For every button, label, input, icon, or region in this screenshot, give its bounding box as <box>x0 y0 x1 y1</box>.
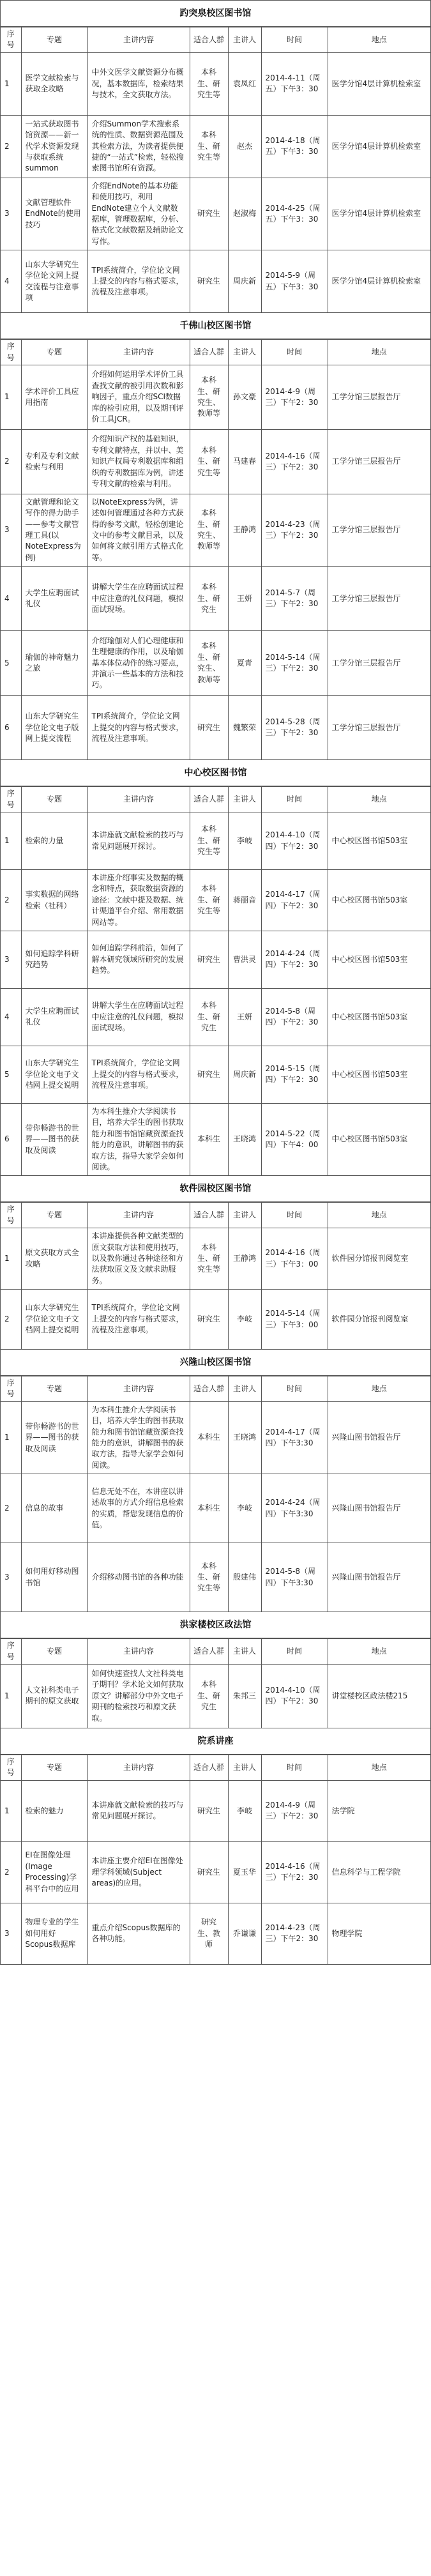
cell-content: 介绍瑜伽对人们心理健康和生理健康的作用，以及瑜伽基本体位动作的练习要点，并演示一些基本的方法和技巧。 <box>87 631 190 696</box>
table-row <box>1 1401 430 1474</box>
cell-place: 物理学院 <box>328 1903 430 1964</box>
cell-speaker: 蒋丽音 <box>228 870 261 931</box>
cell-time: 2014-4-17（周四）下午2：30 <box>261 870 328 931</box>
column-header-place: 地点 <box>328 1639 430 1665</box>
cell-speaker: 曹洪灵 <box>228 931 261 988</box>
table-row <box>1 1474 430 1543</box>
column-header-audience: 适合人群 <box>190 27 228 53</box>
cell-topic: 山东大学研究生学位论文电子文档网上提交说明 <box>21 1290 87 1350</box>
cell-content: TPI系统简介，学位论文网上提交的内容与格式要求，流程及注意事项。 <box>87 250 190 313</box>
column-header-place: 地点 <box>328 1376 430 1402</box>
column-header-time: 时间 <box>261 1376 328 1402</box>
cell-speaker: 李岐 <box>228 1290 261 1350</box>
table-header-row <box>1 340 430 365</box>
column-header-content: 主讲内容 <box>87 1203 190 1228</box>
lecture-table <box>1 1638 430 1728</box>
cell-time: 2014-4-23（周三）下午2：30 <box>261 1903 328 1964</box>
campus-section <box>1 1350 430 1612</box>
cell-content: 如何追踪学科前沿，如何了解本研究领域所研究的发展趋势。 <box>87 931 190 988</box>
cell-speaker: 王静鸿 <box>228 494 261 566</box>
cell-content: 本讲座提供各种文献类型的原文获取方法和使用技巧，以及教你通过各种途径和方法获取原文及文献求助服务。 <box>87 1228 190 1290</box>
cell-topic: 检索的力量 <box>21 812 87 870</box>
cell-speaker: 王妍 <box>228 567 261 631</box>
cell-content: 本讲座就文献检索的技巧与常见问题展开探讨。 <box>87 1780 190 1841</box>
cell-place: 法学院 <box>328 1780 430 1841</box>
cell-audience: 本科生、研究生 <box>190 988 228 1046</box>
cell-time: 2014-4-9（周三）下午2：30 <box>261 365 328 429</box>
campus-section <box>1 1176 430 1350</box>
cell-content: 本讲座介绍事实及数据的概念和特点，获取数据资源的途径：文献中提及数据、统计渠道平台介绍、常用数据网站等。 <box>87 870 190 931</box>
cell-seq-no: 1 <box>1 1401 21 1474</box>
cell-speaker: 李岐 <box>228 1474 261 1543</box>
cell-speaker: 孙文豪 <box>228 365 261 429</box>
table-row <box>1 1543 430 1612</box>
campus-section <box>1 1728 430 1965</box>
column-header-topic: 专题 <box>21 1376 87 1402</box>
cell-seq-no: 3 <box>1 1903 21 1964</box>
cell-content: 重点介绍Scopus数据库的各种功能。 <box>87 1903 190 1964</box>
column-header-audience: 适合人群 <box>190 1755 228 1780</box>
cell-place: 工学分馆三层报告厅 <box>328 567 430 631</box>
column-header-place: 地点 <box>328 787 430 812</box>
table-row <box>1 52 430 115</box>
cell-content: 信息无处不在，本讲座以讲述故事的方式介绍信息检索的实质，帮您发现信息的价值。 <box>87 1474 190 1543</box>
column-header-topic: 专题 <box>21 340 87 365</box>
cell-place: 中心校区图书馆503室 <box>328 988 430 1046</box>
cell-content: TPI系统简介，学位论文网上提交的内容与格式要求，流程及注意事项。 <box>87 1290 190 1350</box>
table-row <box>1 178 430 250</box>
table-row <box>1 250 430 313</box>
cell-time: 2014-5-7（周三）下午2：30 <box>261 567 328 631</box>
cell-time: 2014-4-11（周五）下午3：30 <box>261 52 328 115</box>
cell-place: 医学分馆4层计算机检索室 <box>328 52 430 115</box>
cell-topic: 山东大学研究生学位论文网上提交流程与注意事项 <box>21 250 87 313</box>
cell-seq-no: 4 <box>1 567 21 631</box>
column-header-content: 主讲内容 <box>87 340 190 365</box>
cell-speaker: 夏玉华 <box>228 1841 261 1903</box>
cell-audience: 本科生、研究生、教师等 <box>190 631 228 696</box>
section-title: 千佛山校区图书馆 <box>1 313 430 339</box>
cell-topic: 山东大学研究生学位论文电子文档网上提交说明 <box>21 1046 87 1103</box>
campus-section <box>1 313 430 760</box>
cell-audience: 研究生 <box>190 178 228 250</box>
cell-speaker: 王静鸿 <box>228 1228 261 1290</box>
cell-place: 中心校区图书馆503室 <box>328 1103 430 1175</box>
section-title: 兴隆山校区图书馆 <box>1 1350 430 1376</box>
cell-seq-no: 1 <box>1 1228 21 1290</box>
cell-time: 2014-5-28（周三）下午2：30 <box>261 696 328 760</box>
column-header-content: 主讲内容 <box>87 1639 190 1665</box>
cell-time: 2014-5-8（周四）下午2：30 <box>261 988 328 1046</box>
cell-topic: 带你畅游书的世界——图书的获取及阅读 <box>21 1103 87 1175</box>
table-header-row <box>1 1639 430 1665</box>
cell-place: 兴隆山图书馆报告厅 <box>328 1401 430 1474</box>
column-header-seq-no: 序号 <box>1 1755 21 1780</box>
column-header-seq-no: 序号 <box>1 787 21 812</box>
section-title: 洪家楼校区政法馆 <box>1 1612 430 1638</box>
cell-content: 介绍移动图书馆的各种功能 <box>87 1543 190 1612</box>
cell-seq-no: 1 <box>1 365 21 429</box>
table-header-row <box>1 27 430 53</box>
column-header-place: 地点 <box>328 340 430 365</box>
column-header-seq-no: 序号 <box>1 340 21 365</box>
cell-topic: 医学文献检索与获取全攻略 <box>21 52 87 115</box>
cell-content: 介绍如何运用学术评价工具查找文献的被引用次数和影响因子，重点介绍SCI数据库的检引应用，以及期刊评价工具JCR。 <box>87 365 190 429</box>
table-row <box>1 1903 430 1964</box>
cell-seq-no: 4 <box>1 250 21 313</box>
cell-place: 工学分馆三层报告厅 <box>328 696 430 760</box>
cell-seq-no: 2 <box>1 115 21 178</box>
cell-topic: 专利及专利文献检索与利用 <box>21 429 87 494</box>
cell-topic: 一站式获取图书馆资源——新一代学术资源发现与获取系统summon <box>21 115 87 178</box>
cell-topic: 学术评价工具应用指南 <box>21 365 87 429</box>
column-header-content: 主讲内容 <box>87 27 190 53</box>
table-row <box>1 696 430 760</box>
column-header-content: 主讲内容 <box>87 1376 190 1402</box>
cell-place: 医学分馆4层计算机检索室 <box>328 250 430 313</box>
column-header-audience: 适合人群 <box>190 1376 228 1402</box>
lecture-table <box>1 27 430 313</box>
cell-topic: 山东大学研究生学位论文电子版网上提交流程 <box>21 696 87 760</box>
column-header-speaker: 主讲人 <box>228 1755 261 1780</box>
cell-place: 兴隆山图书馆报告厅 <box>328 1474 430 1543</box>
cell-place: 兴隆山图书馆报告厅 <box>328 1543 430 1612</box>
lecture-table <box>1 1755 430 1965</box>
cell-speaker: 赵杰 <box>228 115 261 178</box>
cell-audience: 本科生 <box>190 1474 228 1543</box>
cell-content: 介绍Summon学术搜索系统的性质、数据资源范围及其检索方法，为读者提供便捷的“一站式”检索，轻松搜索图书馆所有资源。 <box>87 115 190 178</box>
cell-audience: 本科生、研究生等 <box>190 429 228 494</box>
cell-seq-no: 2 <box>1 1290 21 1350</box>
column-header-audience: 适合人群 <box>190 1639 228 1665</box>
cell-place: 工学分馆三层报告厅 <box>328 429 430 494</box>
cell-seq-no: 1 <box>1 812 21 870</box>
cell-content: 为本科生推介大学阅读书目，培养大学生的图书获取能力和图书馆馆藏资源查找能力的意识，讲解图书的获取方法，指导大家学会如何阅读。 <box>87 1401 190 1474</box>
column-header-speaker: 主讲人 <box>228 1639 261 1665</box>
column-header-speaker: 主讲人 <box>228 27 261 53</box>
cell-place: 中心校区图书馆503室 <box>328 931 430 988</box>
cell-content: 本讲座主要介绍EI在图像处理学科领域(Subject areas)的应用。 <box>87 1841 190 1903</box>
table-row <box>1 115 430 178</box>
cell-audience: 研究生 <box>190 1841 228 1903</box>
column-header-place: 地点 <box>328 27 430 53</box>
cell-seq-no: 1 <box>1 52 21 115</box>
cell-place: 中心校区图书馆503室 <box>328 812 430 870</box>
cell-speaker: 夏青 <box>228 631 261 696</box>
cell-time: 2014-4-24（周四）下午2：30 <box>261 931 328 988</box>
cell-time: 2014-5-22（周四）下午4：00 <box>261 1103 328 1175</box>
column-header-time: 时间 <box>261 1755 328 1780</box>
column-header-seq-no: 序号 <box>1 27 21 53</box>
column-header-time: 时间 <box>261 1203 328 1228</box>
cell-time: 2014-5-14（周三）下午3：00 <box>261 1290 328 1350</box>
table-row <box>1 1046 430 1103</box>
cell-place: 中心校区图书馆503室 <box>328 1046 430 1103</box>
cell-audience: 本科生、研究生等 <box>190 115 228 178</box>
cell-seq-no: 1 <box>1 1664 21 1728</box>
column-header-seq-no: 序号 <box>1 1203 21 1228</box>
cell-place: 工学分馆三层报告厅 <box>328 494 430 566</box>
cell-audience: 研究生 <box>190 931 228 988</box>
section-title: 趵突泉校区图书馆 <box>1 1 430 27</box>
lecture-table <box>1 1376 430 1612</box>
cell-speaker: 李岐 <box>228 812 261 870</box>
cell-audience: 本科生、研究生 <box>190 567 228 631</box>
cell-seq-no: 6 <box>1 696 21 760</box>
lecture-table <box>1 786 430 1176</box>
campus-section <box>1 1612 430 1728</box>
cell-time: 2014-5-15（周四）下午2：30 <box>261 1046 328 1103</box>
section-title: 中心校区图书馆 <box>1 760 430 786</box>
cell-place: 中心校区图书馆503室 <box>328 870 430 931</box>
table-row <box>1 1290 430 1350</box>
cell-content: 介绍知识产权的基础知识，专利文献特点，并以中、美知识产权局专利数据库和组织的专利数据库为例，讲述专利文献的检索与利用。 <box>87 429 190 494</box>
cell-audience: 本科生 <box>190 1103 228 1175</box>
cell-topic: 物理专业的学生如何用好Scopus数据库 <box>21 1903 87 1964</box>
table-row <box>1 365 430 429</box>
cell-speaker: 乔谦谦 <box>228 1903 261 1964</box>
cell-topic: 大学生应聘面试礼仪 <box>21 988 87 1046</box>
column-header-place: 地点 <box>328 1203 430 1228</box>
cell-topic: 带你畅游书的世界——图书的获取及阅读 <box>21 1401 87 1474</box>
campus-section <box>1 1 430 313</box>
cell-place: 软件园分馆报刊阅览室 <box>328 1228 430 1290</box>
cell-audience: 本科生、研究生等 <box>190 1228 228 1290</box>
cell-speaker: 殷建伟 <box>228 1543 261 1612</box>
lecture-table <box>1 339 430 760</box>
cell-audience: 本科生、研究生、教师等 <box>190 365 228 429</box>
cell-content: 讲解大学生在应聘面试过程中应注意的礼仪问题，模拟面试现场。 <box>87 988 190 1046</box>
cell-seq-no: 1 <box>1 1780 21 1841</box>
lecture-table <box>1 1202 430 1350</box>
cell-audience: 研究生、教师 <box>190 1903 228 1964</box>
cell-seq-no: 5 <box>1 1046 21 1103</box>
cell-speaker: 赵淑梅 <box>228 178 261 250</box>
table-row <box>1 631 430 696</box>
cell-topic: 如何追踪学科研究趋势 <box>21 931 87 988</box>
cell-audience: 研究生 <box>190 1290 228 1350</box>
table-header-row <box>1 1203 430 1228</box>
table-row <box>1 429 430 494</box>
cell-time: 2014-5-14（周三）下午2：30 <box>261 631 328 696</box>
cell-time: 2014-4-10（周四）下午2：30 <box>261 812 328 870</box>
cell-speaker: 周庆新 <box>228 1046 261 1103</box>
cell-time: 2014-4-16（周三）下午2：30 <box>261 1841 328 1903</box>
cell-seq-no: 5 <box>1 631 21 696</box>
column-header-time: 时间 <box>261 1639 328 1665</box>
cell-speaker: 魏繁荣 <box>228 696 261 760</box>
cell-audience: 本科生、研究生等 <box>190 52 228 115</box>
cell-content: 中外文医学文献资源分布概况，基本数据库，检索结果与技术，全文获取方法。 <box>87 52 190 115</box>
cell-content: 本讲座就文献检索的技巧与常见问题展开探讨。 <box>87 812 190 870</box>
cell-audience: 本科生 <box>190 1401 228 1474</box>
column-header-topic: 专题 <box>21 27 87 53</box>
cell-topic: 瑜伽的神奇魅力之旅 <box>21 631 87 696</box>
column-header-content: 主讲内容 <box>87 787 190 812</box>
cell-content: 为本科生推介大学阅读书目，培养大学生的图书获取能力和图书馆馆藏资源查找能力的意识，讲解图书的获取方法，指导大家学会如何阅读。 <box>87 1103 190 1175</box>
cell-content: 讲解大学生在应聘面试过程中应注意的礼仪问题，模拟面试现场。 <box>87 567 190 631</box>
column-header-content: 主讲内容 <box>87 1755 190 1780</box>
column-header-speaker: 主讲人 <box>228 787 261 812</box>
cell-seq-no: 6 <box>1 1103 21 1175</box>
cell-speaker: 王妍 <box>228 988 261 1046</box>
cell-seq-no: 2 <box>1 870 21 931</box>
section-title: 软件园校区图书馆 <box>1 1176 430 1202</box>
cell-audience: 研究生 <box>190 696 228 760</box>
cell-topic: 文献管理和论文写作的得力助手——参考文献管理工具(以NoteExpress为例) <box>21 494 87 566</box>
cell-topic: 如何用好移动图书馆 <box>21 1543 87 1612</box>
cell-audience: 研究生 <box>190 250 228 313</box>
cell-place: 工学分馆三层报告厅 <box>328 631 430 696</box>
column-header-audience: 适合人群 <box>190 1203 228 1228</box>
cell-audience: 本科生、研究生、教师等 <box>190 494 228 566</box>
column-header-speaker: 主讲人 <box>228 1203 261 1228</box>
cell-time: 2014-5-8（周四）下午3:30 <box>261 1543 328 1612</box>
cell-time: 2014-4-10（周四）下午2：30 <box>261 1664 328 1728</box>
cell-topic: EI在图像处理(Image Processing)学科平台中的应用 <box>21 1841 87 1903</box>
table-row <box>1 870 430 931</box>
column-header-topic: 专题 <box>21 787 87 812</box>
column-header-audience: 适合人群 <box>190 787 228 812</box>
cell-content: TPI系统简介，学位论文网上提交的内容与格式要求，流程及注意事项。 <box>87 1046 190 1103</box>
column-header-audience: 适合人群 <box>190 340 228 365</box>
table-row <box>1 1103 430 1175</box>
cell-speaker: 马建春 <box>228 429 261 494</box>
table-row <box>1 1228 430 1290</box>
cell-topic: 人文社科类电子期刊的原文获取 <box>21 1664 87 1728</box>
cell-place: 医学分馆4层计算机检索室 <box>328 178 430 250</box>
cell-content: 以NoteExpress为例，讲述如何管理通过各种方式获得的参考文献，轻松创建论文中的参考文献目录，以及如何将文献引用方式格式化等。 <box>87 494 190 566</box>
column-header-place: 地点 <box>328 1755 430 1780</box>
cell-topic: 文献管理软件EndNote的使用技巧 <box>21 178 87 250</box>
cell-time: 2014-4-17（周四）下午3:30 <box>261 1401 328 1474</box>
cell-audience: 本科生、研究生等 <box>190 870 228 931</box>
cell-audience: 研究生 <box>190 1780 228 1841</box>
cell-audience: 本科生、研究生 <box>190 1664 228 1728</box>
cell-topic: 大学生应聘面试礼仪 <box>21 567 87 631</box>
cell-speaker: 李岐 <box>228 1780 261 1841</box>
table-header-row <box>1 1755 430 1780</box>
column-header-topic: 专题 <box>21 1203 87 1228</box>
cell-time: 2014-4-25（周五）下午3：30 <box>261 178 328 250</box>
cell-speaker: 周庆新 <box>228 250 261 313</box>
column-header-time: 时间 <box>261 787 328 812</box>
table-row <box>1 1841 430 1903</box>
cell-seq-no: 3 <box>1 494 21 566</box>
cell-time: 2014-4-16（周三）下午3：00 <box>261 1228 328 1290</box>
cell-audience: 本科生、研究生等 <box>190 1543 228 1612</box>
cell-place: 信息科学与工程学院 <box>328 1841 430 1903</box>
cell-time: 2014-4-9（周三）下午2：30 <box>261 1780 328 1841</box>
cell-content: 介绍EndNote的基本功能和使用技巧，利用EndNote建立个人文献数据库，管理数据库，分析、格式化文献数据及辅助论文写作。 <box>87 178 190 250</box>
table-row <box>1 1780 430 1841</box>
cell-speaker: 王晓鸿 <box>228 1103 261 1175</box>
table-row <box>1 931 430 988</box>
cell-seq-no: 4 <box>1 988 21 1046</box>
table-row <box>1 988 430 1046</box>
column-header-seq-no: 序号 <box>1 1376 21 1402</box>
cell-time: 2014-4-18（周五）下午3：30 <box>261 115 328 178</box>
table-header-row <box>1 787 430 812</box>
cell-seq-no: 2 <box>1 1474 21 1543</box>
column-header-topic: 专题 <box>21 1639 87 1665</box>
cell-place: 讲堂楼校区政法楼215 <box>328 1664 430 1728</box>
column-header-topic: 专题 <box>21 1755 87 1780</box>
column-header-speaker: 主讲人 <box>228 1376 261 1402</box>
cell-content: 如何快速查找人文社科类电子期刊？学术论文如何获取原文？讲解部分中外文电子期刊的检索技巧和原文获取。 <box>87 1664 190 1728</box>
cell-place: 医学分馆4层计算机检索室 <box>328 115 430 178</box>
cell-place: 工学分馆三层报告厅 <box>328 365 430 429</box>
table-header-row <box>1 1376 430 1402</box>
cell-time: 2014-4-16（周三）下午2：30 <box>261 429 328 494</box>
cell-content: TPI系统简介，学位论文网上提交的内容与格式要求，流程及注意事项。 <box>87 696 190 760</box>
table-row <box>1 812 430 870</box>
table-row <box>1 1664 430 1728</box>
cell-audience: 研究生 <box>190 1046 228 1103</box>
cell-seq-no: 2 <box>1 429 21 494</box>
cell-speaker: 袁凤红 <box>228 52 261 115</box>
cell-seq-no: 3 <box>1 1543 21 1612</box>
campus-section <box>1 760 430 1176</box>
column-header-seq-no: 序号 <box>1 1639 21 1665</box>
cell-time: 2014-5-9（周五）下午3：30 <box>261 250 328 313</box>
cell-topic: 事实数据的网络检索（社科） <box>21 870 87 931</box>
cell-time: 2014-4-24（周四）下午3:30 <box>261 1474 328 1543</box>
cell-topic: 检索的魅力 <box>21 1780 87 1841</box>
cell-topic: 信息的故事 <box>21 1474 87 1543</box>
cell-topic: 原文获取方式全攻略 <box>21 1228 87 1290</box>
cell-seq-no: 3 <box>1 931 21 988</box>
cell-audience: 本科生、研究生等 <box>190 812 228 870</box>
table-row <box>1 494 430 566</box>
cell-seq-no: 2 <box>1 1841 21 1903</box>
column-header-speaker: 主讲人 <box>228 340 261 365</box>
section-title: 院系讲座 <box>1 1728 430 1755</box>
cell-speaker: 王晓鸿 <box>228 1401 261 1474</box>
column-header-time: 时间 <box>261 340 328 365</box>
cell-seq-no: 3 <box>1 178 21 250</box>
cell-speaker: 朱邦三 <box>228 1664 261 1728</box>
table-row <box>1 567 430 631</box>
cell-time: 2014-4-23（周三）下午2：30 <box>261 494 328 566</box>
cell-place: 软件园分馆报刊阅览室 <box>328 1290 430 1350</box>
column-header-time: 时间 <box>261 27 328 53</box>
